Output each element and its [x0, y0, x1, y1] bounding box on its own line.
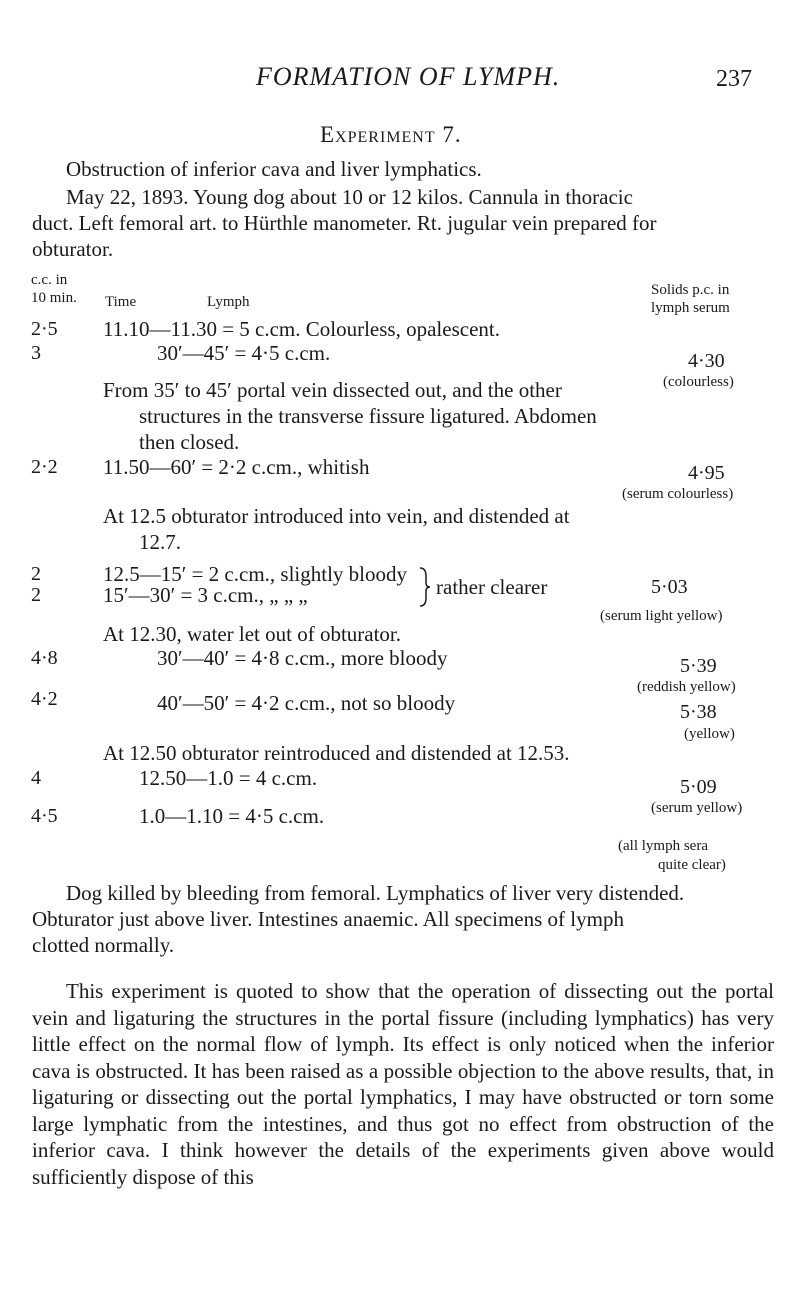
col-cc-header: 10 min. — [31, 290, 77, 306]
row-text: 12.7. — [139, 530, 181, 554]
cc-value: 4·5 — [31, 805, 58, 827]
closing-line: Obturator just above liver. Intestines anaemic. All specimens of lymph — [32, 907, 624, 931]
row-text: From 35′ to 45′ portal vein dissected out, and the other — [103, 378, 562, 402]
intro-line: obturator. — [32, 237, 114, 261]
closing-line: Dog killed by bleeding from femoral. Lymphatics of liver very distended. — [66, 881, 685, 905]
experiment-subtitle: Obstruction of inferior cava and liver lymphatics. — [66, 157, 482, 181]
intro-line: May 22, 1893. Young dog about 10 or 12 kilos. Cannula in thoracic — [66, 185, 633, 209]
solids-note: quite clear) — [658, 857, 726, 873]
page-number: 237 — [716, 66, 752, 92]
col-lymph-header: Lymph — [207, 294, 250, 310]
solids-value: 5·09 — [680, 776, 717, 798]
cc-value: 2·5 — [31, 318, 58, 340]
row-text: 11.50—60′ = 2·2 c.cm., whitish — [103, 455, 370, 479]
row-text: 30′—40′ = 4·8 c.cm., more bloody — [157, 646, 448, 670]
solids-note: (serum colourless) — [622, 486, 734, 502]
col-cc-header: c.c. in — [31, 272, 68, 288]
cc-value: 3 — [31, 342, 41, 364]
solids-note: (serum light yellow) — [600, 608, 723, 624]
running-head: FORMATION OF LYMPH. — [256, 62, 561, 91]
row-text: 1.0—1.10 = 4·5 c.cm. — [139, 804, 325, 828]
solids-value: 4·95 — [688, 462, 725, 484]
solids-value: 5·03 — [651, 576, 688, 598]
row-text: At 12.50 obturator reintroduced and distended at 12.53. — [103, 741, 570, 765]
brace-text: rather clearer — [436, 575, 548, 599]
solids-note: (colourless) — [663, 374, 734, 390]
cc-value: 4·2 — [31, 688, 58, 710]
solids-note: (serum yellow) — [651, 800, 743, 816]
solids-note: (reddish yellow) — [637, 679, 736, 695]
solids-note: (yellow) — [684, 726, 735, 742]
row-text: structures in the transverse fissure ligatured. Abdomen — [139, 404, 597, 428]
cc-value: 4 — [31, 767, 41, 789]
intro-line: duct. Left femoral art. to Hürthle manometer. Rt. jugular vein prepared for — [32, 211, 657, 235]
cc-value: 2 — [31, 563, 41, 585]
row-text: 12.5—15′ = 2 c.cm., slightly bloody — [103, 562, 408, 586]
cc-value: 2 — [31, 584, 41, 606]
row-text: 12.50—1.0 = 4 c.cm. — [139, 766, 318, 790]
row-text: 11.10—11.30 = 5 c.cm. Colourless, opalescent. — [103, 317, 500, 341]
discussion-paragraph: This experiment is quoted to show that the operation of dissecting out the portal vein and ligaturing the structures in the portal fissure (including lymphatics) has very little effect on the normal flow of lymph. Its effect is only noticed when the inferior cava is obstructed. It has been raised as a possible objection to the above results, that, in ligaturing or dissecting out the portal lymphatics, I may have obstructed or torn some large lymphatic from the intestines, and thus got no effect from obstruction of the inferior cava. I think however the details of the experiments given above would sufficiently dispose of this — [32, 979, 774, 1189]
closing-line: clotted normally. — [32, 933, 175, 957]
solids-value: 5·39 — [680, 655, 717, 677]
col-solids-header: lymph serum — [651, 300, 730, 316]
row-text: At 12.5 obturator introduced into vein, and distended at — [103, 504, 570, 528]
col-time-header: Time — [105, 294, 137, 310]
col-solids-header: Solids p.c. in — [651, 282, 730, 298]
solids-value: 4·30 — [688, 350, 725, 372]
row-text: 30′—45′ = 4·5 c.cm. — [157, 341, 331, 365]
solids-note: (all lymph sera — [618, 838, 708, 854]
row-text: then closed. — [139, 430, 240, 454]
row-text: At 12.30, water let out of obturator. — [103, 622, 402, 646]
cc-value: 4·8 — [31, 647, 58, 669]
cc-value: 2·2 — [31, 456, 58, 478]
row-text: 15′—30′ = 3 c.cm., „ „ „ — [103, 583, 308, 607]
experiment-title: Experiment 7. — [320, 122, 462, 147]
brace-icon — [418, 566, 432, 608]
row-text: 40′—50′ = 4·2 c.cm., not so bloody — [157, 691, 456, 715]
solids-value: 5·38 — [680, 701, 717, 723]
